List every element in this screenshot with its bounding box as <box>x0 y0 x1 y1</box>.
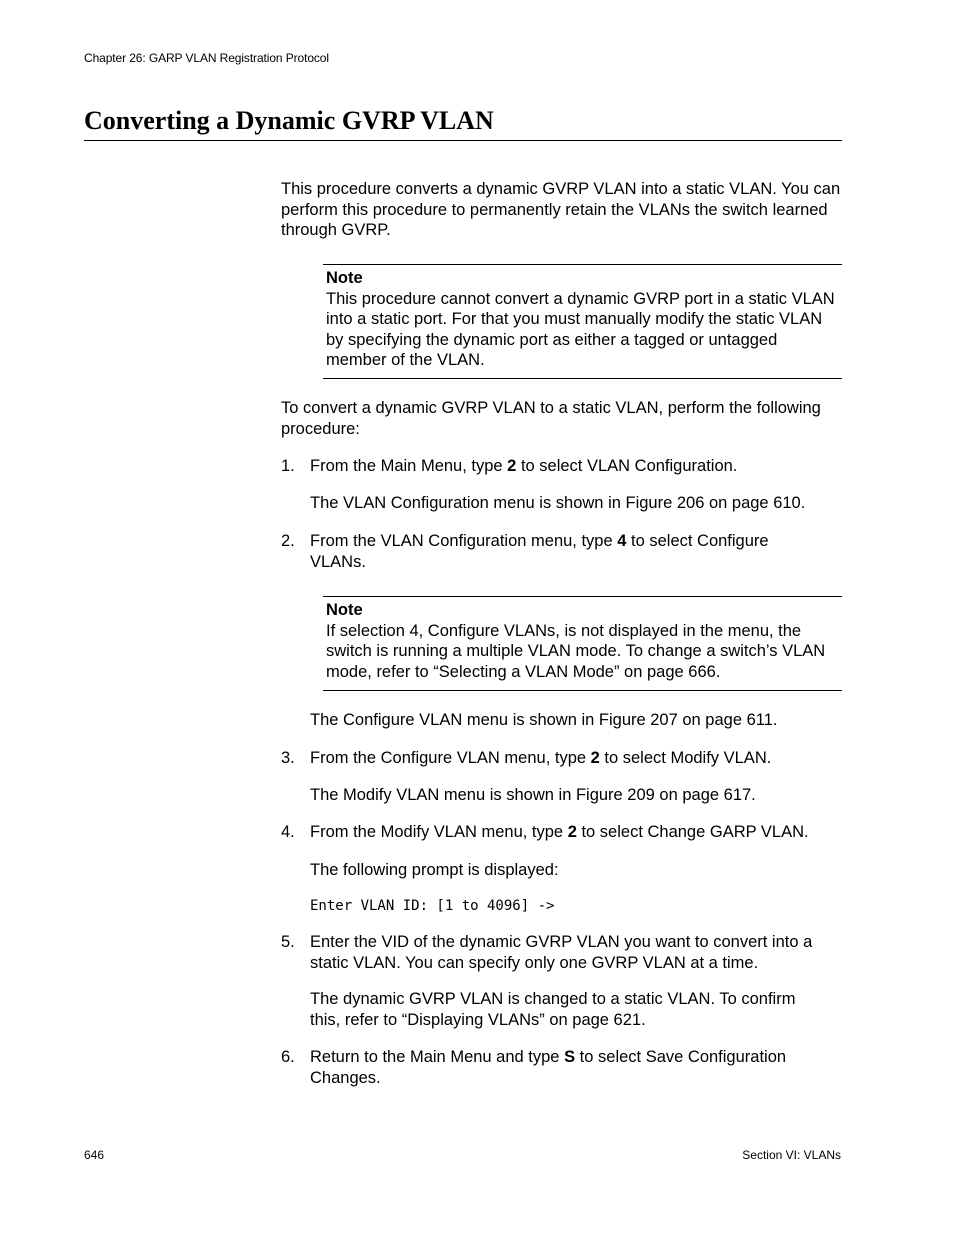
step-result: The dynamic GVRP VLAN is changed to a static VLAN. To confirm this, refer to “Displaying VLANs” on page 621. <box>310 990 796 1029</box>
note-text: If selection 4, Configure VLANs, is not displayed in the menu, the switch is running a multiple VLAN mode. To change a switch’s VLAN mode, refer to “Selecting a VLAN Mode” on page 666. <box>326 621 826 681</box>
step-text-pre: Return to the Main Menu and type <box>310 1048 565 1066</box>
footer-section: Section VI: VLANs <box>742 1148 841 1162</box>
step-instruction <box>310 456 844 477</box>
note-label: Note <box>326 269 363 287</box>
step-instruction: Enter the VID of the dynamic GVRP VLAN you want to convert into a static VLAN. You can specify only one GVRP VLAN at a time. <box>310 933 813 972</box>
step-text-pre: From the Modify VLAN menu, type <box>310 823 568 841</box>
note-label: Note <box>326 601 363 619</box>
step-instruction <box>310 748 844 769</box>
step-text-pre: From the Configure VLAN menu, type <box>310 749 591 767</box>
step-number: 2. <box>281 532 295 550</box>
step-number: 4. <box>281 823 295 841</box>
step-instruction <box>310 531 810 572</box>
command-prompt: Enter VLAN ID: [1 to 4096] -> <box>310 898 555 914</box>
step-key: 2 <box>567 823 577 841</box>
step-text-post: to select Modify VLAN. <box>599 749 772 767</box>
step-result: The Configure VLAN menu is shown in Figure 207 on page 611. <box>310 711 778 729</box>
note-text: This procedure cannot convert a dynamic GVRP port in a static VLAN into a static port. For that you must manually modify the static VLAN by specifying the dynamic port as either a tagged or untagged member of the VLAN. <box>326 289 835 369</box>
step-text-post: to select Configure VLANs. <box>310 532 769 571</box>
step-number: 1. <box>281 457 295 475</box>
running-header: Chapter 26: GARP VLAN Registration Protocol <box>84 51 329 65</box>
page-number: 646 <box>84 1148 105 1162</box>
step-text-pre: From the Main Menu, type <box>310 457 508 475</box>
step-result: The VLAN Configuration menu is shown in Figure 206 on page 610. <box>310 494 806 512</box>
step-text-post: to select VLAN Configuration. <box>516 457 738 475</box>
step-key: 2 <box>590 749 600 767</box>
section-title: Converting a Dynamic GVRP VLAN <box>84 106 494 135</box>
step-key: 4 <box>617 532 627 550</box>
procedure-lead: To convert a dynamic GVRP VLAN to a static VLAN, perform the following procedure: <box>281 399 821 438</box>
step-result: The following prompt is displayed: <box>310 861 559 879</box>
title-rule <box>84 140 842 141</box>
step-number: 5. <box>281 933 295 951</box>
step-number: 6. <box>281 1048 295 1066</box>
step-key: 2 <box>507 457 517 475</box>
step-instruction <box>310 822 844 843</box>
step-instruction <box>310 1047 825 1088</box>
note-box <box>323 596 842 691</box>
step-text-pre: From the VLAN Configuration menu, type <box>310 532 618 550</box>
step-result: The Modify VLAN menu is shown in Figure 209 on page 617. <box>310 786 756 804</box>
note-box <box>323 264 842 379</box>
step-text-post: to select Save Configuration Changes. <box>310 1048 787 1087</box>
step-text-post: to select Change GARP VLAN. <box>576 823 809 841</box>
intro-paragraph: This procedure converts a dynamic GVRP VLAN into a static VLAN. You can perform this procedure to permanently retain the VLANs the switch learned through GVRP. <box>281 180 841 239</box>
step-number: 3. <box>281 749 295 767</box>
step-key: S <box>564 1048 576 1066</box>
